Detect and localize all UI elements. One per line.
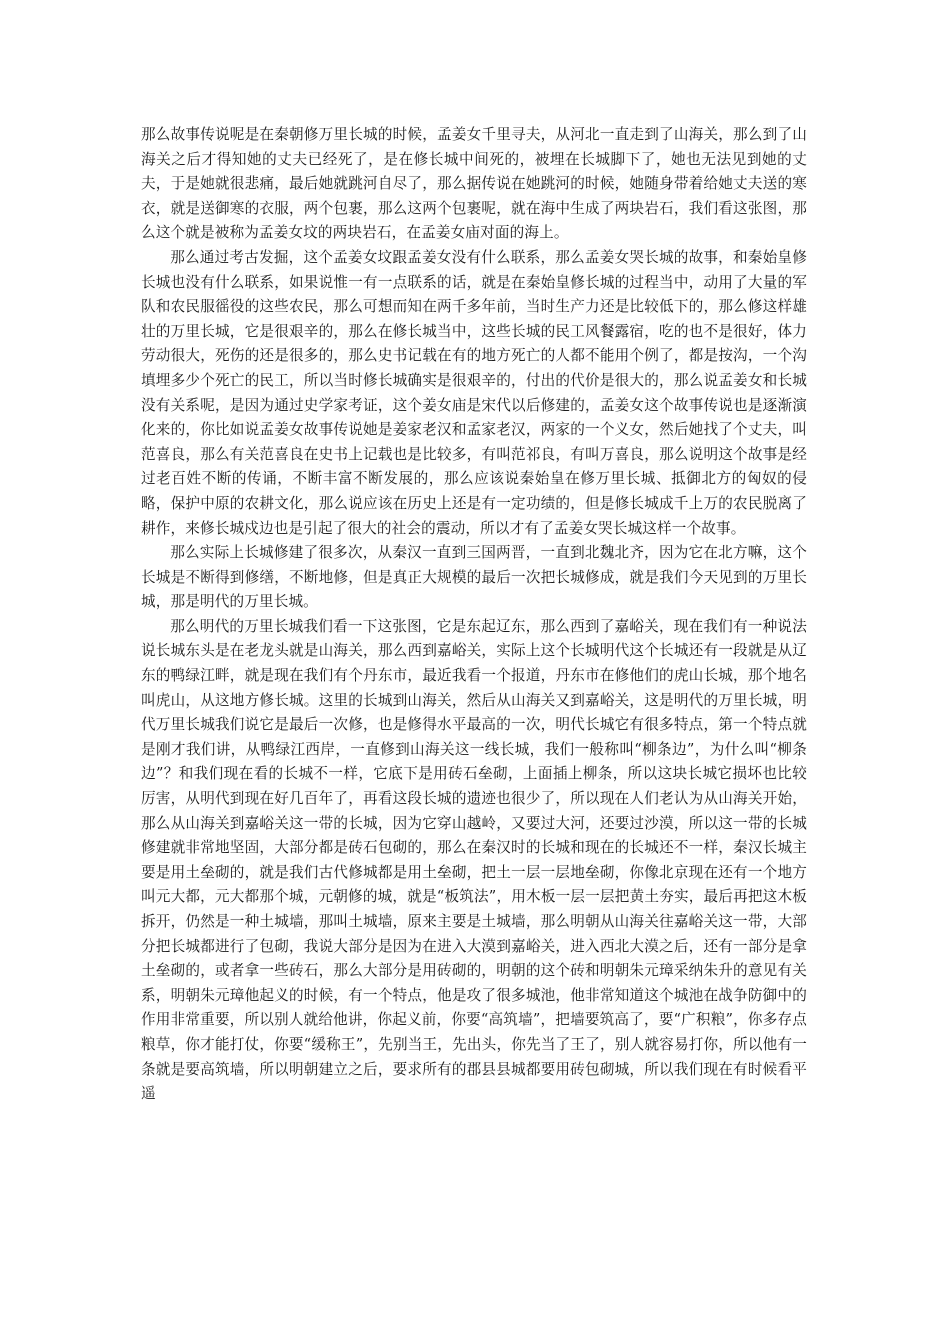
paragraph-2: 那么通过考古发掘，这个孟姜女坟跟孟姜女没有什么联系，那么孟姜女哭长城的故事，和秦始皇修长城也没有什么联系，如果说惟一有一点联系的话，就是在秦始皇修长城的过程当中，动用了大量的军队和农民服徭役的这些农民，那么可想而知在两千多年前，当时生产力还是比较低下的，那么修这样雄壮的万里长城，它是很艰辛的，那么在修长城当中，这些长城的民工风餐露宿，吃的也不是很好，体力劳动很大，死伤的还是很多的，那么史书记载在有的地方死亡的人都不能用个例了，都是按沟，一个沟填埋多少个死亡的民工，所以当时修长城确实是很艰辛的，付出的代价是很大的，那么说孟姜女和长城没有关系呢，是因为通过史学家考证，这个姜女庙是宋代以后修建的，孟姜女这个故事传说也是逐渐演化来的，你比如说孟姜女故事传说她是姜家老汉和孟家老汉，两家的一个义女，然后她找了个丈夫，叫范喜良，那么有关范喜良在史书上记载也是比较多，有叫范祁良，有叫万喜良，那么说明这个故事是经过老百姓不断的传诵，不断丰富不断发展的，那么应该说秦始皇在修万里长城、抵御北方的匈奴的侵略，保护中原的农耕文化，那么说应该在历史上还是有一定功绩的，但是修长城成千上万的农民脱离了耕作，来修长城戍边也是引起了很大的社会的震动，所以才有了孟姜女哭长城这样一个故事。: [141, 248, 807, 537]
paragraph-4: 那么明代的万里长城我们看一下这张图，它是东起辽东，那么西到了嘉峪关，现在我们有一种说法说长城东头是在老龙头就是山海关，那么西到嘉峪关，实际上这个长城明代这个长城还有一段就是从辽东的鸭绿江畔，就是现在我们有个丹东市，最近我看一个报道，丹东市在修他们的虎山长城，那个地名叫虎山，从这地方修长城。这里的长城到山海关，然后从山海关又到嘉峪关，这是明代的万里长城，明代万里长城我们说它是最后一次修，也是修得水平最高的一次，明代长城它有很多特点，第一个特点就是刚才我们讲，从鸭绿江西岸，一直修到山海关这一线长城，我们一般称叫“柳条边”，为什么叫“柳条边”？和我们现在看的长城不一样，它底下是用砖石垒砌，上面插上柳条，所以这块长城它损坏也比较厉害，从明代到现在好几百年了，再看这段长城的遗迹也很少了，所以现在人们老认为从山海关开始，那么从山海关到嘉峪关这一带的长城，因为它穿山越岭，又要过大河，还要过沙漠，所以这一带的长城修建就非常地坚固，大部分都是砖石包砌的，那么在秦汉时的长城和现在的长城还不一样，秦汉长城主要是用土垒砌的，就是我们古代修城都是用土垒砌，把土一层一层地垒砌，你像北京现在还有一个地方叫元大都，元大都那个城，元朝修的城，就是“板筑法”，用木板一层一层把黄土夯实，最后再把这木板拆开，仍然是一种土城墙，那叫土城墙，原来主要是土城墙，那么明朝从山海关往嘉峪关这一带，大部分把长城都进行了包砌，我说大部分是因为在进入大漠到嘉峪关，进入西北大漠之后，还有一部分是拿土垒砌的，或者拿一些砖石，那么大部分是用砖砌的，明朝的这个砖和明朝朱元璋采纳朱升的意见有关系，明朝朱元璋他起义的时候，有一个特点，他是攻了很多城池，他非常知道这个城池在战争防御中的作用非常重要，所以别人就给他讲，你起义前，你要“高筑墙”，把墙要筑高了，要“广积粮”，你多存点粮草，你才能打仗，你要“缓称王”，先别当王，先出头，你先当了王了，别人就容易打你，所以他有一条就是要高筑墙，所以明朝建立之后，要求所有的郡县县城都要用砖包砌城，所以我们现在有时候看平遥: [141, 617, 807, 1103]
paragraph-3: 那么实际上长城修建了很多次，从秦汉一直到三国两晋，一直到北魏北齐，因为它在北方嘛，这个长城是不断得到修缮，不断地修，但是真正大规模的最后一次把长城修成，就是我们今天见到的万里长城，那是明代的万里长城。: [141, 544, 807, 611]
document-body: [141, 123, 807, 1107]
paragraph-1: 那么故事传说呢是在秦朝修万里长城的时候，孟姜女千里寻夫，从河北一直走到了山海关，那么到了山海关之后才得知她的丈夫已经死了，是在修长城中间死的，被埋在长城脚下了，她也无法见到她的丈夫，于是她就很悲痛，最后她就跳河自尽了，那么据传说在她跳河的时候，她随身带着给她丈夫送的寒衣，就是送御寒的衣服，两个包裹，那么这两个包裹呢，就在海中生成了两块岩石，我们看这张图，那么这个就是被称为孟姜女坟的两块岩石，在孟姜女庙对面的海上。: [141, 126, 807, 242]
